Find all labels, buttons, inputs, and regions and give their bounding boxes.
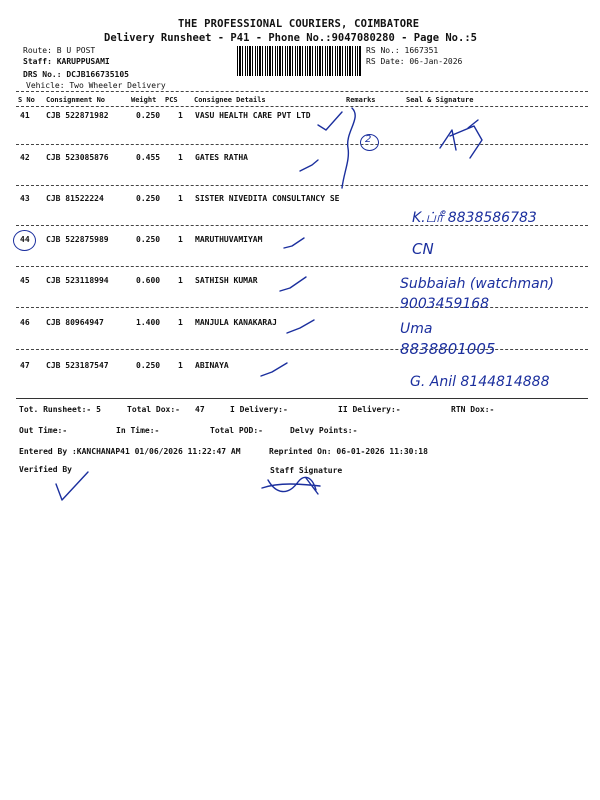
staff-signature-scribble bbox=[262, 477, 320, 494]
row-pcs: 1 bbox=[178, 235, 183, 244]
reprinted-on: Reprinted On: 06-01-2026 11:30:18 bbox=[269, 447, 428, 456]
verified-check bbox=[56, 472, 88, 500]
rs-number: RS No.: 1667351 bbox=[366, 46, 439, 55]
col-header-pcs: PCS bbox=[165, 96, 178, 104]
col-header-seal: Seal & Signature bbox=[406, 96, 474, 104]
drs-number: DRS No.: DCJB166735105 bbox=[23, 70, 129, 79]
row-consignee: VASU HEALTH CARE PVT LTD bbox=[195, 111, 311, 120]
staff-label: Staff: KARUPPUSAMI bbox=[23, 57, 110, 66]
check-mark bbox=[318, 112, 342, 130]
row-pcs: 1 bbox=[178, 361, 183, 370]
row-consignee: MARUTHUVAMIYAM bbox=[195, 235, 263, 244]
in-time: In Time:- bbox=[116, 426, 160, 435]
rtn-dox: RTN Dox:- bbox=[451, 405, 495, 414]
row-weight: 0.600 bbox=[136, 276, 161, 285]
rs-date: RS Date: 06-Jan-2026 bbox=[366, 57, 463, 66]
i-delivery: I Delivery:- bbox=[230, 405, 288, 414]
total-dox-label: Total Dox:- bbox=[127, 405, 180, 414]
handwritten-receiver: Subbaiah (watchman) bbox=[400, 276, 555, 292]
row-consignee: MANJULA KANAKARAJ bbox=[195, 318, 277, 327]
check-mark bbox=[287, 320, 314, 333]
col-header-consignment: Consignment No bbox=[46, 96, 106, 104]
col-header-weight: Weight bbox=[131, 96, 157, 104]
total-dox-value: 47 bbox=[195, 405, 205, 414]
row-weight: 0.455 bbox=[136, 153, 161, 162]
row-consignment: CJB 523085876 bbox=[46, 153, 109, 162]
row-sno: 45 bbox=[20, 276, 30, 285]
row-weight: 1.400 bbox=[136, 318, 161, 327]
tot-runsheet: Tot. Runsheet:- 5 bbox=[19, 405, 101, 414]
row-consignment: CJB 80964947 bbox=[46, 318, 104, 327]
check-mark bbox=[261, 363, 287, 376]
check-mark bbox=[300, 160, 318, 171]
row-pcs: 1 bbox=[178, 153, 183, 162]
handwritten-receiver: G. Anil 8144814888 bbox=[410, 374, 550, 390]
row-sno: 41 bbox=[20, 111, 30, 120]
check-mark bbox=[280, 277, 306, 291]
row-sno: 47 bbox=[20, 361, 30, 370]
row-consignee: SISTER NIVEDITA CONSULTANCY SE bbox=[195, 194, 340, 203]
verified-by-label: Verified By bbox=[19, 465, 72, 474]
col-header-remarks: Remarks bbox=[346, 96, 376, 104]
staff-signature-label: Staff Signature bbox=[270, 466, 343, 475]
row-consignee: ABINAYA bbox=[195, 361, 229, 370]
vehicle-label: Vehicle: Two Wheeler Delivery bbox=[26, 81, 166, 90]
row-consignee: GATES RATHA bbox=[195, 153, 248, 162]
delvy-points: Delvy Points:- bbox=[290, 426, 358, 435]
row-sno: 43 bbox=[20, 194, 30, 203]
total-pod: Total POD:- bbox=[210, 426, 263, 435]
signature-scribble bbox=[440, 120, 482, 158]
row-sno: 42 bbox=[20, 153, 30, 162]
row-pcs: 1 bbox=[178, 318, 183, 327]
row-pcs: 1 bbox=[178, 194, 183, 203]
row-sno: 44 bbox=[20, 235, 30, 244]
row-weight: 0.250 bbox=[136, 111, 161, 120]
col-header-sno: S No bbox=[18, 96, 35, 104]
route-label: Route: B U POST bbox=[23, 46, 96, 55]
out-time: Out Time:- bbox=[19, 426, 68, 435]
row-consignment: CJB 522875989 bbox=[46, 235, 109, 244]
entered-by: Entered By :KANCHANAP41 01/06/2026 11:22:47 AM bbox=[19, 447, 241, 456]
col-header-consignee: Consignee Details bbox=[194, 96, 266, 104]
row-weight: 0.250 bbox=[136, 235, 161, 244]
circled-number: 2 bbox=[365, 134, 372, 145]
company-title: THE PROFESSIONAL COURIERS, COIMBATORE bbox=[178, 18, 420, 30]
row-consignee: SATHISH KUMAR bbox=[195, 276, 258, 285]
row-consignment: CJB 523118994 bbox=[46, 276, 109, 285]
handwritten-note: CN bbox=[412, 240, 434, 258]
row-weight: 0.250 bbox=[136, 361, 161, 370]
row-weight: 0.250 bbox=[136, 194, 161, 203]
row-consignment: CJB 81522224 bbox=[46, 194, 104, 203]
brace-mark bbox=[342, 108, 355, 188]
handwritten-phone: 8838801005 bbox=[400, 340, 496, 358]
row-sno: 46 bbox=[20, 318, 30, 327]
row-consignment: CJB 522871982 bbox=[46, 111, 109, 120]
row-pcs: 1 bbox=[178, 111, 183, 120]
handwritten-phone: 9003459168 bbox=[400, 296, 490, 312]
check-mark bbox=[284, 238, 304, 248]
handwritten-phone: K.ப்ரீ 8838586783 bbox=[412, 210, 537, 226]
row-pcs: 1 bbox=[178, 276, 183, 285]
runsheet-subtitle: Delivery Runsheet - P41 - Phone No.:9047080280 - Page No.:5 bbox=[104, 32, 477, 44]
handwritten-receiver: Uma bbox=[400, 321, 433, 337]
ii-delivery: II Delivery:- bbox=[338, 405, 401, 414]
row-consignment: CJB 523187547 bbox=[46, 361, 109, 370]
